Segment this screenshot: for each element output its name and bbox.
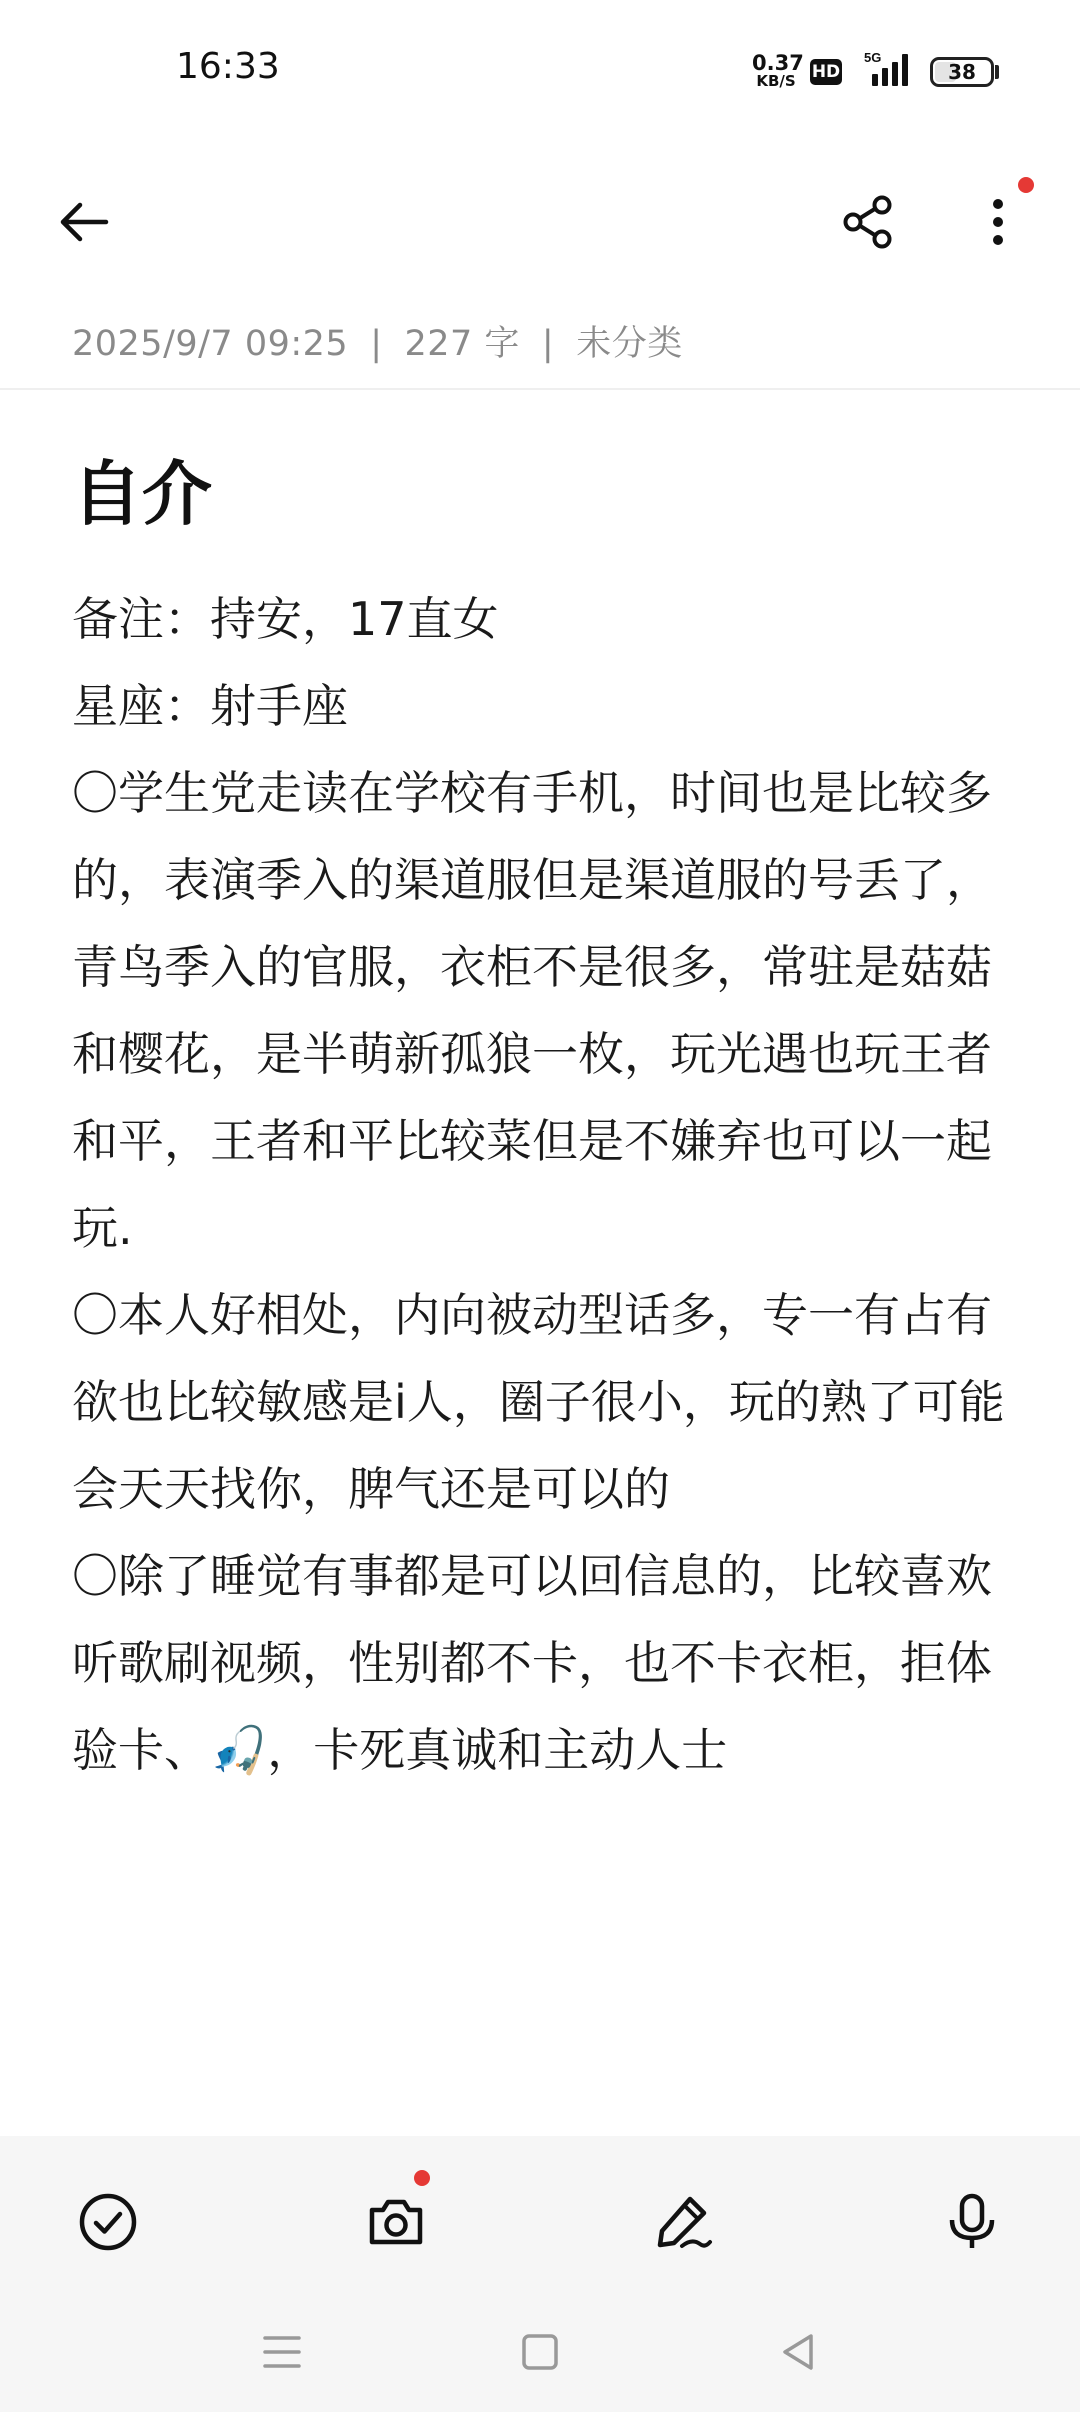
battery-icon <box>930 57 994 87</box>
meta-separator: | <box>370 324 383 364</box>
handwriting-button[interactable] <box>636 2174 732 2270</box>
note-line: 〇本人好相处，内向被动型话多，专一有占有欲也比较敏感是i人，圈子很小，玩的熟了可能会天天找你，脾气还是可以的 <box>72 1288 1005 1516</box>
hd-icon: HD <box>810 59 842 85</box>
note-line: 星座：射手座 <box>72 679 348 733</box>
note-body[interactable] <box>72 576 1012 1794</box>
home-square-icon <box>517 2329 563 2375</box>
nav-home-button[interactable] <box>500 2312 580 2392</box>
note-toolbar <box>0 160 1080 270</box>
note-meta <box>72 316 683 366</box>
battery-level: 38 <box>948 60 976 84</box>
share-button[interactable] <box>828 182 908 262</box>
note-line: 〇学生党走读在学校有手机，时间也是比较多的，表演季入的渠道服但是渠道服的号丢了，青鸟季入的官服，衣柜不是很多，常驻是菇菇和樱花，是半萌新孤狼一枚，玩光遇也玩王者和平，王者和平比较菜但是不嫌弃也可以一起玩. <box>72 766 992 1255</box>
note-line: 〇除了睡觉有事都是可以回信息的，比较喜欢听歌刷视频，性别都不卡，也不卡衣柜，拒体验卡、🎣，卡死真诚和主动人士 <box>72 1549 992 1777</box>
checklist-button[interactable] <box>60 2174 156 2270</box>
status-bar <box>0 0 1080 140</box>
system-nav-bar <box>0 2290 1080 2412</box>
note-word-count: 227 字 <box>404 324 520 364</box>
note-line: 备注：持安，17直女 <box>72 592 499 646</box>
more-vertical-icon <box>968 192 1028 252</box>
handwriting-pen-icon <box>652 2190 716 2254</box>
nav-menu-button[interactable] <box>242 2312 322 2392</box>
microphone-icon <box>940 2190 1004 2254</box>
camera-icon <box>364 2190 428 2254</box>
more-options-button[interactable] <box>958 182 1038 262</box>
status-time: 16:33 <box>176 46 280 87</box>
notification-dot <box>1018 177 1034 193</box>
arrow-left-icon <box>54 192 114 252</box>
network-speed-unit: KB/S <box>756 72 796 90</box>
note-title[interactable]: 自介 <box>72 453 212 535</box>
battery-cap <box>995 65 999 79</box>
network-speed <box>752 51 804 90</box>
voice-input-button[interactable] <box>924 2174 1020 2270</box>
note-datetime: 2025/9/7 09:25 <box>72 324 349 364</box>
menu-icon <box>259 2329 305 2375</box>
nav-back-button[interactable] <box>758 2312 838 2392</box>
camera-button[interactable] <box>348 2174 444 2270</box>
signal-5g-icon <box>864 50 916 88</box>
back-button[interactable] <box>44 182 124 262</box>
share-icon <box>838 192 898 252</box>
checklist-icon <box>76 2190 140 2254</box>
meta-separator: | <box>541 324 555 364</box>
header-divider <box>0 388 1080 390</box>
camera-badge-dot <box>414 2170 430 2186</box>
network-type-label: 5G <box>864 50 882 65</box>
back-triangle-icon <box>775 2329 821 2375</box>
network-speed-value: 0.37 <box>752 51 804 75</box>
note-category[interactable]: 未分类 <box>576 324 683 364</box>
